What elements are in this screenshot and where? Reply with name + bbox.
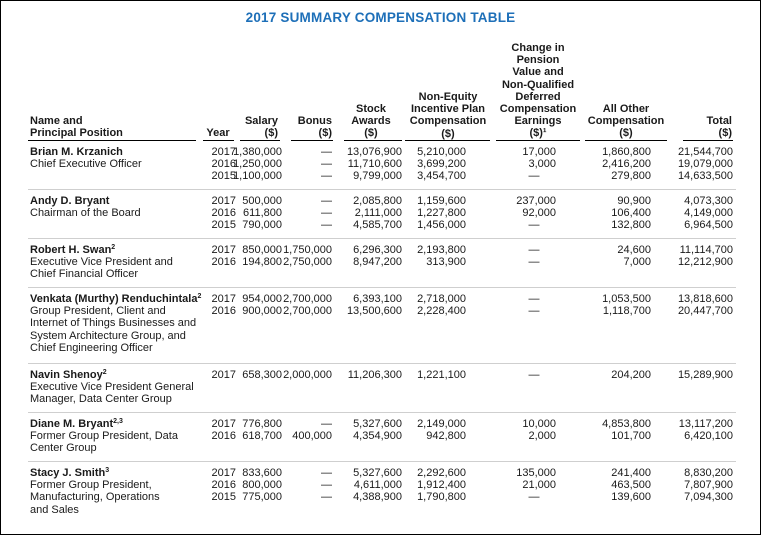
cell-stock: 4,354,900 [353,430,402,443]
header-rule-bonus [291,140,333,141]
cell-bonus: 400,000 [292,430,332,443]
footnote-marker: 2 [197,293,202,300]
cell-bonus: 2,750,000 [283,256,332,269]
cell-other: 101,700 [611,430,651,443]
cell-other: 1,860,800 [602,146,651,158]
header-name: Name and Principal Position [30,115,123,140]
cell-nonequity: 313,900 [426,256,466,269]
row-separator [28,287,736,288]
cell-salary: 1,250,000 [233,158,282,171]
cell-stock: 5,327,600 [353,418,402,430]
cell-stock: 9,799,000 [353,170,402,183]
cell-other: 24,600 [617,244,651,256]
header-pension: Change in Pension Value and Non-Qualified Deferred Compensation Earnings ($)¹ [499,42,577,140]
cell-pension: 3,000 [528,158,556,171]
cell-salary: 954,000 [242,293,282,305]
cell-total: 7,807,900 [684,479,733,492]
cell-pension: — [528,293,540,305]
cell-stock: 11,206,300 [347,369,402,381]
executive-name [30,369,107,381]
executive-name-text: Stacy J. Smith [30,467,106,479]
header-nonequity: Non-Equity Incentive Plan Compensation ($) [409,91,487,140]
cell-pension: — [528,369,540,381]
header-rule-total [683,140,733,141]
cell-pension: — [528,491,540,504]
cell-nonequity: 1,912,400 [417,479,466,492]
cell-total: 14,633,500 [677,170,733,183]
cell-pension: 17,000 [522,146,556,158]
cell-pension: 92,000 [522,207,556,220]
cell-nonequity: 1,227,800 [417,207,466,220]
cell-nonequity: 1,221,100 [417,369,466,381]
cell-other: 279,800 [611,170,651,183]
cell-year: 2017 [211,195,236,207]
cell-salary: 790,000 [242,219,282,232]
cell-bonus: 2,700,000 [283,305,332,318]
cell-salary: 658,300 [242,369,282,381]
cell-total: 19,079,000 [677,158,733,171]
cell-salary: 850,000 [242,244,282,256]
cell-total: 11,114,700 [679,244,733,256]
cell-year: 2016 [211,430,236,443]
cell-year: 2017 [211,418,236,430]
executive-name-text: Robert H. Swan [30,244,112,256]
cell-bonus: — [321,467,332,479]
footnote-marker: 3 [105,467,110,474]
header-rule-year [203,140,234,141]
cell-bonus: — [321,195,332,207]
executive-name [30,195,109,207]
header-total: Total ($) [706,115,732,140]
cell-salary: 618,700 [242,430,282,443]
cell-pension: 237,000 [516,195,556,207]
cell-total: 8,830,200 [684,467,733,479]
executive-name-text: Brian M. Krzanich [30,146,123,158]
row-separator [28,238,736,239]
executive-name [30,418,123,430]
cell-other: 106,400 [611,207,651,220]
cell-nonequity: 1,456,000 [417,219,466,232]
cell-total: 15,289,900 [677,369,733,381]
executive-name-text: Venkata (Murthy) Renduchintala [30,293,198,305]
cell-total: 21,544,700 [677,146,733,158]
table-title: 2017 SUMMARY COMPENSATION TABLE [245,10,516,25]
cell-pension: — [528,219,540,232]
executive-name [30,293,201,305]
cell-pension: — [528,244,540,256]
cell-salary: 1,100,000 [233,170,282,183]
row-separator [28,461,736,462]
cell-other: 241,400 [611,467,651,479]
cell-year: 2016 [211,479,236,492]
header-salary: Salary ($) [244,115,278,140]
cell-year: 2017 [211,293,236,305]
cell-other: 1,118,700 [602,305,651,318]
executive-name-text: Andy D. Bryant [30,195,110,207]
executive-name [30,146,123,158]
cell-bonus: — [321,418,332,430]
cell-other: 139,600 [611,491,651,504]
cell-salary: 800,000 [242,479,282,492]
executive-title: Chief Executive Officer [30,158,142,171]
cell-year: 2017 [211,467,236,479]
cell-nonequity: 3,454,700 [417,170,466,183]
cell-nonequity: 2,149,000 [417,418,466,430]
cell-total: 4,149,000 [684,207,733,220]
cell-other: 1,053,500 [602,293,651,305]
executive-name [30,467,109,479]
cell-nonequity: 2,228,400 [417,305,466,318]
cell-year: 2016 [211,158,236,171]
cell-stock: 11,710,600 [347,158,402,171]
cell-nonequity: 2,292,600 [417,467,466,479]
cell-year: 2015 [211,491,236,504]
executive-name-text: Diane M. Bryant [30,418,114,430]
header-year: Year [206,127,230,139]
cell-salary: 776,800 [242,418,282,430]
cell-nonequity: 2,193,800 [417,244,466,256]
cell-nonequity: 2,718,000 [417,293,466,305]
cell-other: 132,800 [611,219,651,232]
cell-nonequity: 5,210,000 [417,146,466,158]
executive-title: Chairman of the Board [30,207,141,220]
cell-bonus: 2,000,000 [283,369,332,381]
cell-bonus: 1,750,000 [283,244,332,256]
executive-title: Former Group President, Data Center Group [30,430,178,455]
executive-title: Executive Vice President and Chief Financial Officer [30,256,173,281]
cell-bonus: — [321,170,332,183]
header-rule-salary [240,140,280,141]
header-other: All Other Compensation ($) [587,103,665,140]
cell-bonus: — [321,219,332,232]
cell-total: 12,212,900 [677,256,733,269]
footnote-marker: 2,3 [113,418,123,425]
header-rule-name [28,140,196,141]
cell-nonequity: 1,159,600 [417,195,466,207]
cell-stock: 13,076,900 [346,146,402,158]
cell-stock: 2,111,000 [354,207,402,220]
footnote-marker: 2 [102,369,107,376]
cell-nonequity: 1,790,800 [417,491,466,504]
header-rule-other [585,140,667,141]
cell-stock: 4,585,700 [353,219,402,232]
header-stock: Stock Awards ($) [351,103,391,140]
cell-total: 4,073,300 [684,195,733,207]
cell-stock: 6,296,300 [353,244,402,256]
cell-bonus: — [321,479,332,492]
cell-stock: 8,947,200 [353,256,402,269]
footnote-marker: 2 [111,244,116,251]
cell-total: 13,117,200 [678,418,733,430]
cell-pension: 135,000 [516,467,556,479]
cell-total: 6,964,500 [684,219,733,232]
header-rule-nonequity [405,140,490,141]
cell-salary: 500,000 [242,195,282,207]
cell-year: 2016 [211,256,236,269]
cell-bonus: — [321,146,332,158]
cell-year: 2015 [211,170,236,183]
cell-year: 2016 [211,305,236,318]
cell-other: 463,500 [611,479,651,492]
cell-bonus: — [321,158,332,171]
executive-title: Group President, Client and Internet of Things Businesses and System Architecture Group, and Chief Engineering Officer [30,305,197,354]
executive-name-text: Navin Shenoy [30,369,103,381]
cell-salary: 900,000 [242,305,282,318]
cell-total: 20,447,700 [677,305,733,318]
header-rule-pension [496,140,580,141]
cell-stock: 4,388,900 [353,491,402,504]
cell-stock: 4,611,000 [353,479,402,492]
executive-title: Executive Vice President General Manager, Data Center Group [30,381,194,406]
header-bonus: Bonus ($) [297,115,332,140]
row-separator [28,189,736,190]
cell-pension: 21,000 [522,479,556,492]
cell-stock: 6,393,100 [353,293,402,305]
cell-total: 6,420,100 [684,430,733,443]
executive-name [30,244,115,256]
cell-other: 204,200 [611,369,651,381]
cell-pension: — [528,305,540,318]
cell-year: 2017 [211,146,236,158]
cell-year: 2015 [211,219,236,232]
cell-pension: — [528,170,540,183]
cell-stock: 2,085,800 [353,195,402,207]
row-separator [28,412,736,413]
cell-salary: 833,600 [242,467,282,479]
cell-salary: 611,800 [243,207,282,220]
header-rule-stock [344,140,402,141]
cell-pension: 2,000 [528,430,556,443]
cell-other: 90,900 [617,195,651,207]
cell-salary: 1,380,000 [233,146,282,158]
cell-year: 2017 [211,369,236,381]
cell-salary: 775,000 [242,491,282,504]
cell-salary: 194,800 [242,256,282,269]
cell-stock: 5,327,600 [353,467,402,479]
cell-total: 13,818,600 [677,293,733,305]
cell-nonequity: 942,800 [426,430,466,443]
cell-nonequity: 3,699,200 [417,158,466,171]
cell-pension: 10,000 [522,418,556,430]
cell-other: 7,000 [623,256,651,269]
cell-total: 7,094,300 [684,491,733,504]
cell-bonus: — [321,207,332,220]
row-separator [28,363,736,364]
cell-stock: 13,500,600 [346,305,402,318]
cell-pension: — [528,256,540,269]
cell-year: 2017 [211,244,236,256]
cell-year: 2016 [211,207,236,220]
cell-other: 4,853,800 [602,418,651,430]
cell-bonus: — [321,491,332,504]
cell-bonus: 2,700,000 [283,293,332,305]
cell-other: 2,416,200 [602,158,651,171]
executive-title: Former Group President, Manufacturing, Operations and Sales [30,479,160,516]
